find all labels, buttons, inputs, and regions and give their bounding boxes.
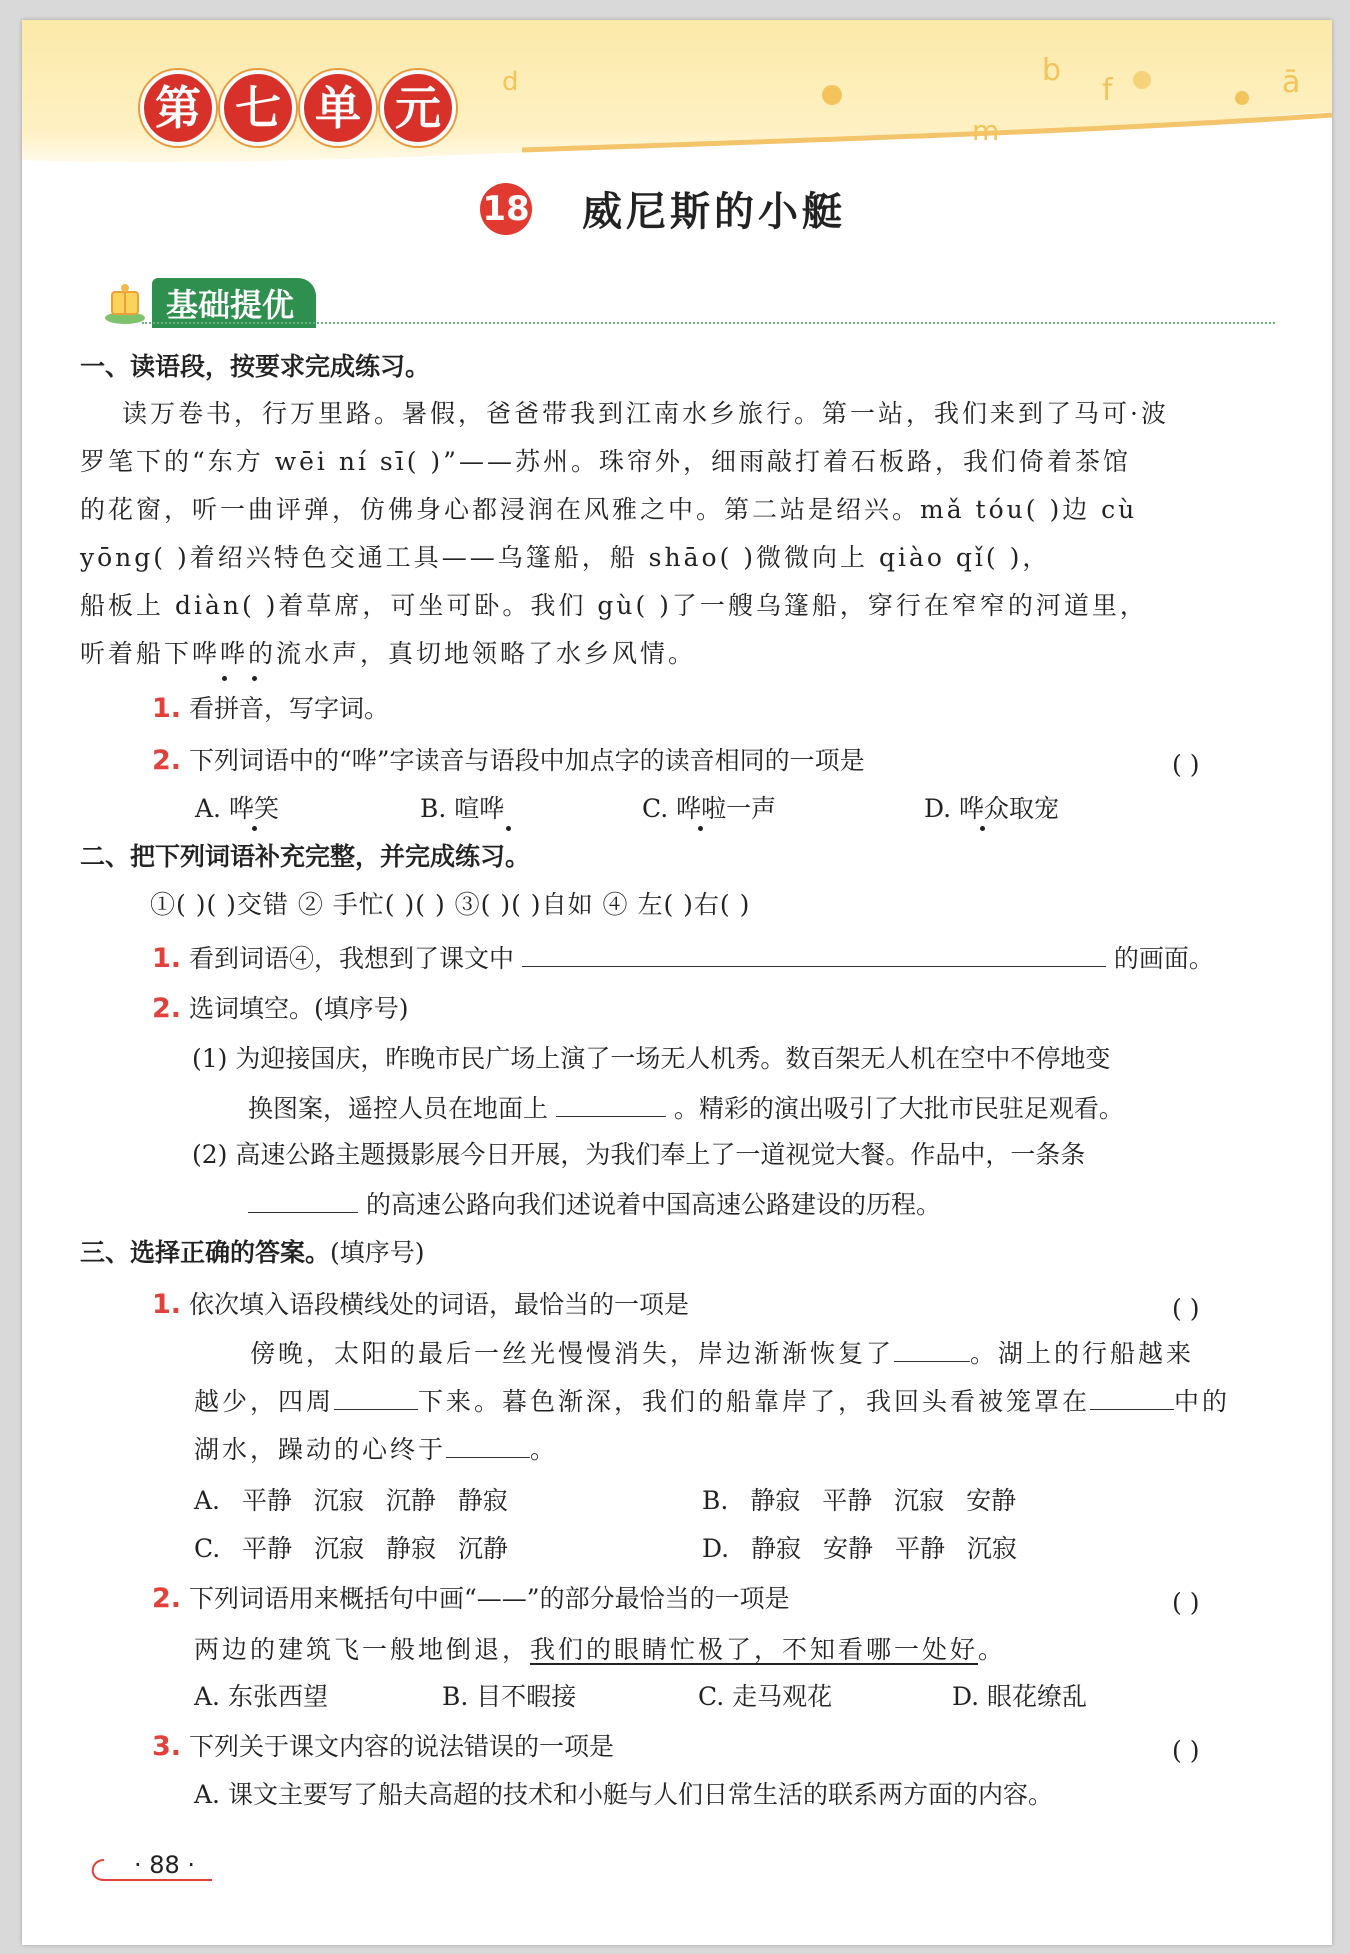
unit-title (140, 70, 460, 146)
unit-banner (22, 20, 1332, 180)
answer-paren[interactable]: ( ) (1172, 1736, 1200, 1765)
para-text: 的高速公路向我们述说着中国高速公路建设的历程。 (365, 1190, 941, 1219)
book-icon (102, 280, 148, 326)
answer-line[interactable] (446, 1429, 530, 1458)
answer-line[interactable] (556, 1088, 666, 1117)
q2-sub1 (152, 938, 1214, 978)
section-tag (102, 278, 316, 328)
q2-para2-line (248, 1184, 941, 1224)
option[interactable]: D. 静寂 安静 平静 沉寂 (702, 1534, 1017, 1563)
answer-paren[interactable]: ( ) (1172, 1588, 1200, 1617)
q2-sub2 (152, 990, 409, 1028)
answer-line[interactable] (894, 1333, 970, 1362)
lesson-title: 威尼斯的小艇 (582, 188, 846, 235)
answer-line[interactable] (248, 1184, 358, 1213)
q2-para2-line: (2) 高速公路主题摄影展今日开展，为我们奉上了一道视觉大餐。作品中，一条条 (192, 1140, 1086, 1169)
para-text: 下来。暮色渐深，我们的船靠岸了，我回头看被笼罩在 (418, 1387, 1091, 1416)
answer-line[interactable] (522, 938, 1106, 967)
sub-text-tail: 的画面。 (1113, 944, 1214, 973)
para-text: 。精彩的演出吸引了大批市民驻足观看。 (673, 1094, 1124, 1123)
unit-char: 七 (220, 70, 296, 146)
option[interactable]: A. 课文主要写了船夫高超的技术和小艇与人们日常生活的联系两方面的内容。 (194, 1780, 1053, 1809)
option[interactable]: B. 目不暇接 (442, 1682, 577, 1711)
option[interactable]: C. 走马观花 (698, 1682, 833, 1711)
option[interactable]: D. 眼花缭乱 (952, 1682, 1088, 1711)
sub-text: 下列关于课文内容的说法错误的一项是 (189, 1732, 615, 1761)
page-number: · 88 · (134, 1851, 196, 1879)
option[interactable]: B. 静寂 平静 沉寂 安静 (702, 1486, 1017, 1515)
para-text: 。 (530, 1435, 559, 1464)
q3-sub1 (152, 1286, 689, 1324)
sub-number: 3. (152, 1731, 182, 1762)
svg-text:f: f (1102, 73, 1113, 108)
q2-heading: 二、把下列词语补充完整，并完成练习。 (80, 842, 531, 871)
q1-sub1 (152, 690, 389, 728)
emphasis-dots (216, 676, 276, 682)
lesson-number: 18 (480, 183, 532, 235)
option[interactable]: C. 哗啦一声 (642, 794, 777, 823)
q2-para1-line (248, 1088, 1124, 1128)
svg-text:d: d (502, 67, 519, 97)
answer-line[interactable] (334, 1381, 418, 1410)
sub-number: 2. (152, 745, 182, 776)
q1-passage-line: yōng( )着绍兴特色交通工具——乌篷船，船 shāo( )微微向上 qiào qǐ( )， (80, 543, 1051, 572)
answer-paren[interactable]: ( ) (1172, 1294, 1200, 1323)
workbook-page (22, 20, 1332, 1945)
sub-text: 下列词语用来概括句中画“——”的部分最恰当的一项是 (189, 1584, 790, 1613)
q2-word-items: ①( )( )交错 ② 手忙( )( ) ③( )( )自如 ④ 左( )右( ) (150, 890, 751, 919)
sub-text: 依次填入语段横线处的词语，最恰当的一项是 (189, 1290, 690, 1319)
para-text: 换图案，遥控人员在地面上 (248, 1094, 549, 1123)
q3-passage-line (194, 1378, 1230, 1427)
unit-char: 元 (380, 70, 456, 146)
q3-heading (80, 1234, 425, 1272)
sub-text: 看拼音，写字词。 (189, 694, 390, 723)
section-divider (142, 322, 1275, 324)
q3-passage-line (194, 1426, 558, 1475)
option[interactable]: A. 哗笑 (195, 794, 279, 823)
svg-text:ā: ā (1282, 65, 1301, 100)
sub-text: 选词填空。(填序号) (189, 994, 409, 1023)
q1-passage-line: 船板上 diàn( )着草席，可坐可卧。我们 gù( )了一艘乌篷船，穿行在窄窄的河道里， (80, 591, 1148, 620)
unit-char: 单 (300, 70, 376, 146)
sub-number: 1. (152, 693, 182, 724)
heading-tail: (填序号) (330, 1238, 425, 1267)
para-text: 。 (978, 1635, 1007, 1664)
para-text: 中的 (1174, 1387, 1231, 1416)
sub-text: 看到词语④，我想到了课文中 (189, 944, 515, 973)
emphasis-dots (22, 826, 1332, 832)
section-label: 基础提优 (152, 278, 316, 328)
q1-passage-line: 听着船下哗哗的流水声，真切地领略了水乡风情。 (80, 639, 697, 668)
unit-char: 第 (140, 70, 216, 146)
para-text: 两边的建筑飞一般地倒退， (194, 1635, 531, 1664)
q1-passage-line: 的花窗，听一曲评弹，仿佛身心都浸润在风雅之中。第二站是绍兴。mǎ tóu( )边 cù (80, 495, 1138, 524)
svg-text:m: m (972, 114, 1000, 147)
option[interactable]: B. 喧哗 (420, 794, 505, 823)
q1-sub2 (152, 742, 865, 780)
q1-heading: 一、读语段，按要求完成练习。 (80, 352, 431, 381)
option[interactable]: C. 平静 沉寂 静寂 沉静 (194, 1534, 508, 1563)
q3-passage-line (250, 1330, 1194, 1379)
heading-text: 三、选择正确的答案。 (80, 1238, 331, 1267)
lesson-heading (480, 180, 846, 237)
q2-para1-line: (1) 为迎接国庆，昨晚市民广场上演了一场无人机秀。数百架无人机在空中不停地变 (192, 1044, 1111, 1073)
sub-number: 2. (152, 993, 182, 1024)
option[interactable]: A. 东张西望 (194, 1682, 328, 1711)
answer-paren[interactable]: ( ) (1172, 750, 1200, 779)
sub-number: 1. (152, 1289, 182, 1320)
q1-passage-line: 读万卷书，行万里路。暑假，爸爸带我到江南水乡旅行。第一站，我们来到了马可·波 (122, 399, 1169, 428)
option[interactable]: A. 平静 沉寂 沉静 静寂 (194, 1486, 508, 1515)
para-text: 越少，四周 (194, 1387, 335, 1416)
answer-line[interactable] (1090, 1381, 1174, 1410)
sub-text: 下列词语中的“哗”字读音与语段中加点字的读音相同的一项是 (189, 746, 865, 775)
underlined-text: 我们的眼睛忙极了，不知看哪一处好 (530, 1635, 979, 1664)
sub-number: 2. (152, 1583, 182, 1614)
para-text: 傍晚，太阳的最后一丝光慢慢消失，岸边渐渐恢复了 (250, 1339, 895, 1368)
svg-text:b: b (1042, 53, 1062, 88)
sub-number: 1. (152, 943, 182, 974)
q1-passage-line: 罗笔下的“东方 wēi ní sī( )”——苏州。珠帘外，细雨敲打着石板路，我们倚着茶馆 (80, 447, 1131, 476)
option[interactable]: D. 哗众取宠 (924, 794, 1060, 823)
para-text: 湖水，躁动的心终于 (194, 1435, 447, 1464)
para-text: 。湖上的行船越来 (970, 1339, 1195, 1368)
